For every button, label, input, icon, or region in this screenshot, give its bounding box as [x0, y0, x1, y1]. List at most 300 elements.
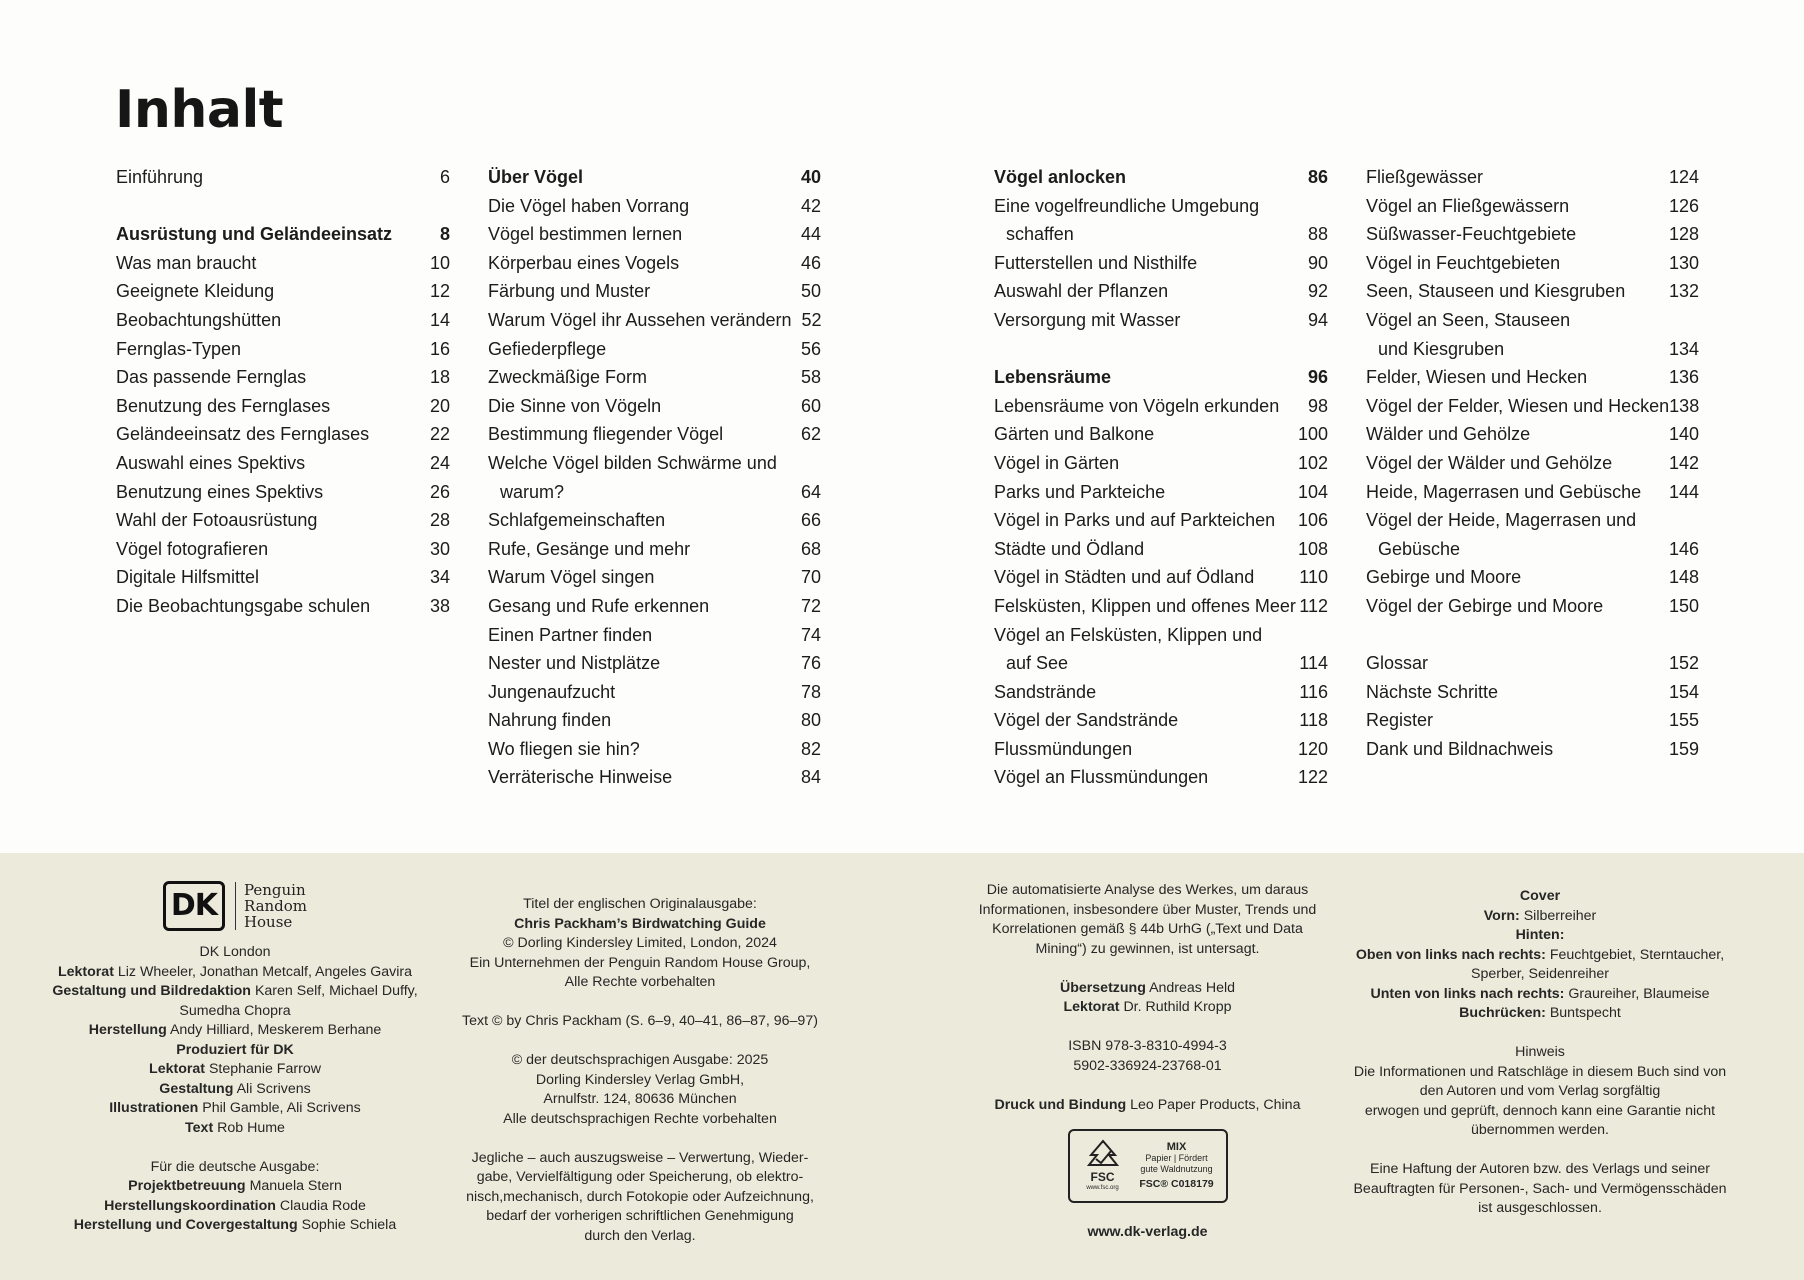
imprint-text: © Dorling Kindersley Limited, London, 2024	[503, 935, 777, 951]
imprint-text: Feuchtgebiet, Sterntaucher,	[1549, 946, 1725, 963]
toc-entry[interactable]	[116, 277, 450, 306]
imprint-text: Für die deutsche Ausgabe:	[150, 1158, 320, 1175]
toc-entry[interactable]	[994, 563, 1328, 592]
toc-page-number: 106	[1297, 510, 1328, 531]
imprint-role: Gestaltung und Bildredaktion	[52, 983, 251, 999]
imprint-spacer	[960, 1018, 1335, 1038]
toc-entry-label: Eine vogelfreundliche Umgebung	[994, 195, 1260, 216]
toc-entry[interactable]	[994, 535, 1328, 564]
imprint-column-3	[960, 881, 1335, 1243]
imprint-line	[960, 998, 1335, 1018]
imprint-line	[1340, 1121, 1740, 1141]
toc-entry-label: Vögel der Wälder und Gehölze	[1366, 452, 1613, 473]
imprint-line	[1340, 1160, 1740, 1180]
toc-page-number: 62	[800, 424, 821, 445]
toc-page-number: 118	[1299, 710, 1328, 731]
imprint-line	[1340, 946, 1740, 966]
toc-entry-label: Die Beobachtungsgabe schulen	[116, 595, 371, 616]
toc-page-number: 148	[1668, 567, 1699, 588]
toc-page-number: 124	[1668, 167, 1699, 187]
legal-and-isbn	[960, 881, 1335, 1115]
toc-entry[interactable]	[488, 506, 821, 535]
imprint-column-4	[1340, 887, 1740, 1219]
toc-entry-label: schaffen	[1006, 224, 1074, 245]
imprint-line	[1340, 887, 1740, 907]
imprint-line	[960, 1037, 1335, 1057]
toc-page-number: 46	[800, 252, 821, 273]
imprint-text: nisch,mechanisch, durch Fotokopie oder Aufzeichnung,	[466, 1188, 814, 1205]
toc-entry-label: Nächste Schritte	[1366, 681, 1499, 702]
toc-entry[interactable]	[994, 277, 1328, 306]
toc-entry[interactable]	[994, 249, 1328, 278]
toc-entry-label: Felder, Wiesen und Hecken	[1366, 367, 1588, 388]
toc-page-number	[1298, 621, 1328, 650]
toc-entry[interactable]	[116, 592, 450, 621]
imprint-text: Dr. Ruthild Kropp	[1123, 999, 1232, 1015]
toc-section-heading[interactable]	[488, 163, 821, 192]
toc-entry[interactable]	[994, 735, 1328, 764]
toc-entry[interactable]	[1366, 335, 1699, 364]
toc-page-number: 82	[800, 738, 821, 759]
publisher-logo	[20, 881, 450, 931]
toc-entry[interactable]	[1366, 192, 1699, 221]
imprint-spacer	[20, 1138, 450, 1158]
imprint-line	[20, 1177, 450, 1197]
toc-entry-label: Geländeeinsatz des Fernglases	[116, 424, 370, 445]
toc-entry-label: Felsküsten, Klippen und offenes Meer	[994, 595, 1296, 616]
imprint-text: erwogen und geprüft, dennoch kann eine Garantie nicht	[1364, 1102, 1716, 1119]
toc-entry[interactable]	[1366, 506, 1699, 535]
imprint-text: Silberreiher	[1523, 907, 1597, 924]
imprint-line	[1340, 1102, 1740, 1122]
toc-page-number: 16	[429, 338, 450, 359]
toc-entry-label: Versorgung mit Wasser	[994, 309, 1181, 330]
toc-entry-label: Vögel bestimmen lernen	[488, 224, 683, 245]
toc-entry[interactable]	[1366, 535, 1699, 564]
toc-entry-label: Warum Vögel singen	[488, 567, 655, 588]
imprint-text: Eine Haftung der Autoren bzw. des Verlags und seiner	[1370, 1161, 1710, 1177]
toc-entry[interactable]	[1366, 363, 1699, 392]
toc-entry[interactable]	[1366, 392, 1699, 421]
toc-entry[interactable]	[488, 649, 821, 678]
toc-entry[interactable]	[994, 506, 1328, 535]
toc-entry-label: Über Vögel	[488, 167, 584, 187]
toc-page-number: 76	[800, 653, 821, 674]
toc-entry[interactable]	[1366, 592, 1699, 621]
imprint-text: Liz Wheeler, Jonathan Metcalf, Angeles Gavira	[117, 963, 413, 980]
toc-entry[interactable]	[994, 392, 1328, 421]
toc-page-number: 132	[1668, 281, 1699, 302]
toc-entry[interactable]	[488, 392, 821, 421]
imprint-line	[960, 1096, 1335, 1116]
toc-entry[interactable]	[116, 506, 450, 535]
toc-entry[interactable]	[1366, 478, 1699, 507]
imprint-role: Chris Packham’s Birdwatching Guide	[514, 915, 766, 932]
imprint-line	[440, 915, 840, 935]
toc-page-number: 155	[1668, 710, 1699, 731]
toc-entry[interactable]	[116, 478, 450, 507]
page-title: Inhalt	[115, 80, 284, 140]
imprint-line	[1340, 965, 1740, 985]
toc-entry[interactable]	[488, 678, 821, 707]
toc-entry-label: Gebirge und Moore	[1366, 567, 1522, 588]
toc-entry-label: Futterstellen und Nisthilfe	[994, 252, 1198, 273]
toc-page-number: 44	[800, 224, 821, 245]
toc-entry[interactable]	[488, 592, 821, 621]
toc-page-number: 6	[439, 167, 450, 187]
imprint-line	[440, 1110, 840, 1130]
toc-entry[interactable]	[994, 678, 1328, 707]
imprint-role: Übersetzung	[1059, 979, 1146, 996]
toc-page-number: 144	[1668, 481, 1699, 502]
imprint-line	[20, 943, 450, 963]
toc-entry-label: Auswahl der Pflanzen	[994, 281, 1169, 302]
toc-entry[interactable]	[488, 306, 821, 335]
imprint-line	[1340, 1180, 1740, 1200]
imprint-text: 5902-336924-23768-01	[1073, 1057, 1222, 1074]
imprint-role: Vorn:	[1483, 907, 1520, 924]
toc-entry[interactable]	[1366, 163, 1699, 192]
toc-page-number: 159	[1668, 738, 1699, 759]
imprint-text: Buntspecht	[1549, 1005, 1621, 1021]
toc-entry[interactable]	[1366, 420, 1699, 449]
imprint-text: Alle deutschsprachigen Rechte vorbehalten	[503, 1110, 777, 1127]
imprint-line	[1340, 1063, 1740, 1083]
imprint-text: Sperber, Seidenreiher	[1470, 966, 1610, 982]
toc-entry-label: Gärten und Balkone	[994, 424, 1155, 445]
toc-entry[interactable]	[488, 621, 821, 650]
toc-entry-label: Vögel der Gebirge und Moore	[1366, 595, 1604, 616]
imprint-line	[1340, 1004, 1740, 1024]
toc-entry[interactable]	[116, 392, 450, 421]
toc-entry-label: Glossar	[1366, 653, 1429, 674]
imprint-spacer	[440, 1129, 840, 1149]
imprint-text: Ali Scrivens	[236, 1080, 311, 1097]
toc-entry-label: Digitale Hilfsmittel	[116, 567, 260, 588]
toc-entry-label: Welche Vögel bilden Schwärme und	[488, 452, 777, 473]
toc-page-number: 58	[800, 367, 821, 388]
toc-column-1	[116, 163, 450, 621]
toc-entry[interactable]	[488, 363, 821, 392]
toc-entry-label: Geeignete Kleidung	[116, 281, 275, 302]
fsc-checktree-icon	[1083, 1139, 1123, 1169]
imprint-role: Projektbetreuung	[128, 1178, 246, 1194]
toc-entry[interactable]	[116, 535, 450, 564]
toc-page-number: 154	[1668, 681, 1699, 702]
toc-entry[interactable]	[488, 420, 821, 449]
toc-entry-label: Bestimmung fliegender Vögel	[488, 424, 724, 445]
imprint-text: Alle Rechte vorbehalten	[564, 974, 716, 990]
fsc-label: FSC www.fsc.org MIX Papier | Fördert gute Waldnutzung FSC® C018179	[1068, 1129, 1228, 1203]
toc-entry[interactable]	[994, 220, 1328, 249]
toc-entry[interactable]	[1366, 306, 1699, 335]
imprint-line	[440, 954, 840, 974]
toc-spacer	[1366, 621, 1699, 650]
imprint-line	[20, 1041, 450, 1061]
imprint-line	[20, 982, 450, 1002]
toc-entry[interactable]	[116, 249, 450, 278]
toc-entry[interactable]	[994, 649, 1328, 678]
imprint-text: Sumedha Chopra	[179, 1002, 291, 1019]
imprint-line	[1340, 1082, 1740, 1102]
imprint-text: ist ausgeschlossen.	[1478, 1200, 1602, 1216]
imprint-line	[960, 901, 1335, 921]
toc-page-number: 74	[800, 624, 821, 645]
toc-entry-label: Benutzung des Fernglases	[116, 395, 331, 416]
imprint-line	[440, 895, 840, 915]
toc-page-number: 88	[1307, 224, 1328, 245]
toc-column-2	[488, 163, 821, 792]
toc-entry-label: Ausrüstung und Geländeeinsatz	[116, 224, 393, 245]
toc-entry-label: warum?	[500, 481, 565, 502]
imprint-line	[1340, 926, 1740, 946]
toc-entry-label: Wahl der Fotoausrüstung	[116, 510, 318, 531]
dk-logo-mark: DK	[163, 881, 225, 931]
toc-page-number: 10	[429, 252, 450, 273]
toc-entry-label: Vögel in Städten und auf Ödland	[994, 567, 1255, 588]
toc-entry-label: Vögel an Flussmündungen	[994, 767, 1209, 788]
cover-credits-and-disclaimer	[1340, 887, 1740, 1219]
imprint-line	[960, 1057, 1335, 1077]
imprint-line	[960, 920, 1335, 940]
toc-entry-label: Vögel der Sandstrände	[994, 710, 1179, 731]
toc-entry-label: Was man braucht	[116, 252, 257, 273]
imprint-role: Gestaltung	[159, 1080, 234, 1097]
toc-entry-label: Lebensräume	[994, 367, 1112, 388]
imprint-line	[1340, 1199, 1740, 1219]
toc-spacer	[116, 192, 450, 221]
imprint-text: Leo Paper Products, China	[1130, 1096, 1301, 1113]
toc-page-number: 40	[800, 167, 821, 187]
toc-entry-label: Nahrung finden	[488, 710, 612, 731]
toc-entry[interactable]	[488, 763, 821, 792]
toc-page-number: 108	[1297, 538, 1328, 559]
toc-entry-label: Das passende Fernglas	[116, 367, 307, 388]
toc-page-number: 52	[801, 309, 822, 330]
imprint-role: Lektorat	[1063, 999, 1120, 1015]
toc-entry-label: auf See	[1006, 653, 1069, 674]
imprint-text: Korrelationen gemäß § 44b UrhG („Text und Data	[992, 921, 1303, 937]
toc-entry[interactable]	[116, 363, 450, 392]
toc-page-number: 14	[429, 309, 450, 330]
imprint-line	[20, 1216, 450, 1236]
toc-entry[interactable]	[488, 478, 821, 507]
toc-entry[interactable]	[1366, 220, 1699, 249]
toc-entry-label: Die Sinne von Vögeln	[488, 395, 662, 416]
toc-entry[interactable]	[488, 735, 821, 764]
toc-entry[interactable]	[1366, 449, 1699, 478]
imprint-text: Arnulfstr. 124, 80636 München	[543, 1091, 737, 1107]
imprint-line	[440, 1149, 840, 1169]
toc-entry-label: Gefiederpflege	[488, 338, 607, 359]
toc-page-number: 86	[1307, 167, 1328, 187]
toc-entry[interactable]	[488, 535, 821, 564]
toc-page-number: 68	[800, 538, 821, 559]
toc-entry[interactable]	[116, 306, 450, 335]
imprint-spacer	[1340, 1141, 1740, 1161]
toc-entry[interactable]	[994, 706, 1328, 735]
toc-entry-label: Vögel in Feuchtgebieten	[1366, 252, 1561, 273]
imprint-role: Herstellungskoordination	[104, 1197, 276, 1214]
imprint-role: Druck und Bindung	[994, 1096, 1127, 1113]
toc-entry[interactable]	[994, 449, 1328, 478]
toc-entry[interactable]	[488, 249, 821, 278]
toc-page-number: 112	[1299, 595, 1328, 616]
imprint-text: Rob Hume	[217, 1119, 285, 1136]
toc-entry[interactable]	[994, 621, 1328, 650]
toc-page-number: 24	[429, 452, 450, 473]
imprint-text: Informationen, insbesondere über Muster, Trends und	[978, 901, 1317, 918]
toc-page-number: 18	[429, 367, 450, 388]
toc-entry[interactable]	[1366, 277, 1699, 306]
imprint-panel	[0, 853, 1804, 1280]
imprint-line	[960, 881, 1335, 901]
toc-entry-label: Beobachtungshütten	[116, 309, 282, 330]
fsc-tree-icon: FSC www.fsc.org	[1078, 1139, 1128, 1194]
imprint-text: Hinweis	[1515, 1044, 1565, 1060]
imprint-text: bedarf der vorherigen schriftlichen Genehmigung	[486, 1208, 794, 1224]
imprint-line	[440, 1090, 840, 1110]
toc-entry[interactable]	[1366, 678, 1699, 707]
imprint-text: Andreas Held	[1149, 979, 1236, 996]
imprint-line	[960, 979, 1335, 999]
toc-entry[interactable]	[1366, 249, 1699, 278]
imprint-line	[960, 940, 1335, 960]
toc-entry[interactable]	[994, 420, 1328, 449]
toc-page-number: 146	[1668, 538, 1699, 559]
toc-entry[interactable]	[116, 563, 450, 592]
toc-page-number: 64	[800, 481, 821, 502]
toc-entry-label: Heide, Magerrasen und Gebüsche	[1366, 481, 1642, 502]
toc-entry-label: Verräterische Hinweise	[488, 767, 673, 788]
credits-list	[20, 943, 450, 1236]
toc-section-heading[interactable]	[994, 163, 1328, 192]
toc-page-number: 134	[1668, 338, 1699, 359]
toc-entry-label: Nester und Nistplätze	[488, 653, 661, 674]
toc-page-number: 50	[800, 281, 821, 302]
toc-entry[interactable]	[116, 163, 450, 192]
imprint-text: Sophie Schiela	[301, 1217, 397, 1233]
toc-entry-label: Färbung und Muster	[488, 281, 651, 302]
imprint-line	[20, 1002, 450, 1022]
imprint-line	[20, 963, 450, 983]
imprint-text: Die automatisierte Analyse des Werkes, um daraus	[986, 882, 1309, 898]
toc-entry[interactable]	[116, 420, 450, 449]
toc-entry-label: Dank und Bildnachweis	[1366, 738, 1554, 759]
toc-entry[interactable]	[1366, 735, 1699, 764]
imprint-role: Produziert für DK	[176, 1041, 294, 1058]
toc-entry[interactable]	[488, 563, 821, 592]
toc-page-number: 56	[800, 338, 821, 359]
toc-page-number: 114	[1299, 653, 1328, 674]
imprint-text: Graureiher, Blaumeise	[1568, 985, 1710, 1002]
imprint-column-2	[440, 895, 840, 1246]
imprint-text: © der deutschsprachigen Ausgabe: 2025	[511, 1052, 769, 1068]
publisher-website-link[interactable]: www.dk-verlag.de	[1087, 1224, 1208, 1240]
toc-entry[interactable]	[488, 192, 821, 221]
imprint-text: Karen Self, Michael Duffy,	[254, 983, 418, 999]
toc-entry[interactable]	[1366, 649, 1699, 678]
toc-entry[interactable]	[116, 335, 450, 364]
toc-section-heading[interactable]	[116, 220, 450, 249]
toc-page-number: 12	[429, 281, 450, 302]
toc-entry[interactable]	[116, 449, 450, 478]
imprint-role: Unten von links nach rechts:	[1370, 985, 1565, 1002]
toc-entry-label: Wälder und Gehölze	[1366, 424, 1531, 445]
toc-page-number: 130	[1668, 252, 1699, 273]
toc-entry-label: Zweckmäßige Form	[488, 367, 648, 388]
toc-entry-label: Vögel fotografieren	[116, 538, 269, 559]
imprint-line	[20, 1158, 450, 1178]
toc-page-number: 126	[1668, 195, 1699, 216]
toc-page-number: 84	[800, 767, 821, 788]
imprint-line	[1340, 1043, 1740, 1063]
imprint-line	[440, 934, 840, 954]
toc-entry-label: Städte und Ödland	[994, 538, 1145, 559]
toc-entry[interactable]	[1366, 563, 1699, 592]
toc-entry-label: Die Vögel haben Vorrang	[488, 195, 690, 216]
toc-page-number	[791, 449, 821, 478]
imprint-column-1	[20, 881, 450, 1236]
toc-page-number: 110	[1299, 567, 1328, 588]
toc-entry[interactable]	[994, 478, 1328, 507]
toc-entry[interactable]	[994, 763, 1328, 792]
toc-page-number: 70	[800, 567, 821, 588]
toc-entry[interactable]	[488, 335, 821, 364]
imprint-text: Die Informationen und Ratschläge in diesem Buch sind von	[1353, 1063, 1727, 1080]
toc-entry[interactable]	[488, 220, 821, 249]
toc-page-number: 92	[1307, 281, 1328, 302]
toc-entry-label: Parks und Parkteiche	[994, 481, 1166, 502]
toc-entry[interactable]	[1366, 706, 1699, 735]
toc-page-number: 94	[1307, 309, 1328, 330]
toc-entry-label: Einen Partner finden	[488, 624, 653, 645]
imprint-line	[20, 1119, 450, 1139]
toc-column-3	[994, 163, 1328, 792]
imprint-text: durch den Verlag.	[584, 1227, 696, 1244]
toc-page-number: 104	[1297, 481, 1328, 502]
toc-page-number: 96	[1307, 367, 1328, 388]
toc-entry-label: Lebensräume von Vögeln erkunden	[994, 395, 1280, 416]
toc-entry[interactable]	[488, 277, 821, 306]
copyright-notice	[440, 895, 840, 1246]
toc-entry[interactable]	[994, 192, 1328, 221]
imprint-text: Titel der englischen Originalausgabe:	[523, 896, 757, 912]
toc-entry[interactable]	[994, 592, 1328, 621]
imprint-text: ISBN 978-3-8310-4994-3	[1068, 1038, 1227, 1054]
toc-page-number	[1298, 192, 1328, 221]
imprint-role: Lektorat	[57, 963, 114, 980]
toc-entry[interactable]	[994, 306, 1328, 335]
toc-entry-label: Vögel in Parks und auf Parkteichen	[994, 510, 1276, 531]
toc-entry-label: Benutzung eines Spektivs	[116, 481, 324, 502]
imprint-text: Andy Hilliard, Meskerem Berhane	[169, 1022, 382, 1038]
imprint-text: DK London	[199, 944, 271, 960]
toc-page-number: 102	[1297, 452, 1328, 473]
toc-entry[interactable]	[488, 706, 821, 735]
toc-page-number: 60	[800, 395, 821, 416]
imprint-spacer	[440, 993, 840, 1013]
toc-entry-label: und Kiesgruben	[1378, 338, 1505, 359]
imprint-line	[440, 1207, 840, 1227]
imprint-spacer	[440, 1032, 840, 1052]
toc-page-number: 34	[429, 567, 450, 588]
toc-page-number: 100	[1297, 424, 1328, 445]
toc-entry[interactable]	[488, 449, 821, 478]
toc-section-heading[interactable]	[994, 363, 1328, 392]
toc-page-number: 138	[1669, 395, 1700, 416]
imprint-text: Claudia Rode	[279, 1197, 366, 1214]
